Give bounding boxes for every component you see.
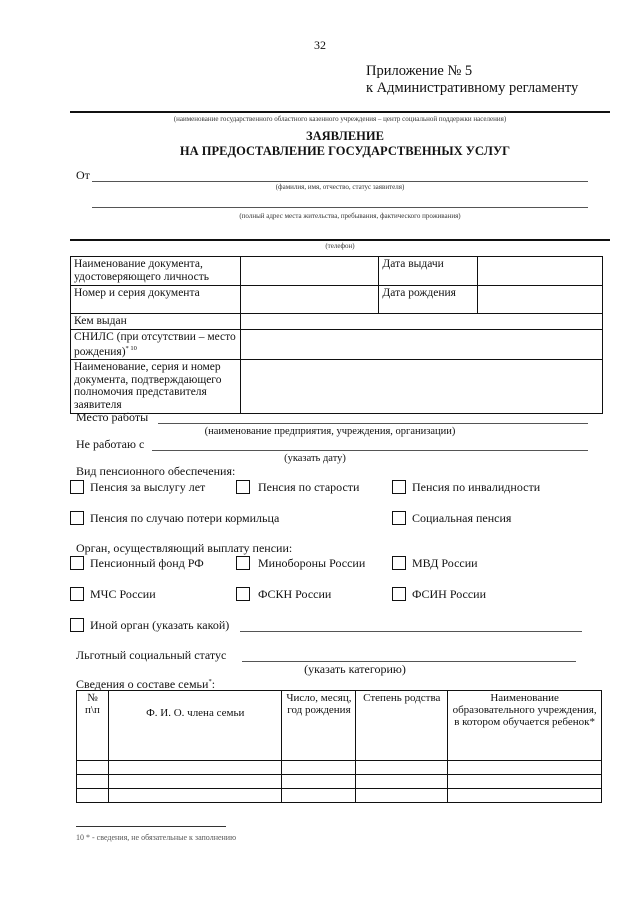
family-label-tail: :	[211, 677, 216, 691]
payer-mod-checkbox[interactable]	[236, 556, 250, 570]
from-label: От	[76, 168, 90, 182]
social-status-label: Льготный социальный статус	[76, 648, 227, 662]
pension-disability-label: Пенсия по инвалидности	[412, 480, 541, 494]
pension-old-age-checkbox[interactable]	[236, 480, 250, 494]
family-header-number: № п\п	[77, 691, 109, 761]
table-row	[77, 789, 602, 803]
payer-other-checkbox[interactable]	[70, 618, 84, 632]
payer-pfr-label: Пенсионный фонд РФ	[90, 556, 204, 570]
title-line-2: НА ПРЕДОСТАВЛЕНИЕ ГОСУДАРСТВЕННЫХ УСЛУГ	[179, 144, 511, 158]
doc-number-value[interactable]	[240, 286, 379, 314]
pension-social-checkbox[interactable]	[392, 511, 406, 525]
snils-label	[71, 329, 241, 360]
payer-mchs-checkbox[interactable]	[70, 587, 84, 601]
appendix-line-2: к Административному регламенту	[366, 80, 579, 96]
payer-other-label: Иной орган (указать какой)	[90, 618, 230, 632]
payer-mvd-label: МВД России	[412, 556, 478, 570]
form-title	[0, 129, 640, 159]
not-working-field[interactable]	[152, 450, 588, 451]
social-status-caption: (указать категорию)	[304, 662, 406, 676]
payer-mchs-label: МЧС России	[90, 587, 156, 601]
institution-rule	[70, 111, 610, 113]
payer-other-field[interactable]	[240, 631, 582, 632]
birth-date-label: Дата рождения	[379, 286, 478, 314]
pension-old-age-label: Пенсия по старости	[258, 480, 360, 494]
footnote-divider	[76, 826, 226, 827]
family-header-birth: Число, месяц, год рождения	[282, 691, 356, 761]
appendix-heading	[366, 63, 578, 97]
page-number: 32	[314, 38, 326, 52]
pension-type-label: Вид пенсионного обеспечения:	[76, 464, 236, 478]
payer-fsin-label: ФСИН России	[412, 587, 486, 601]
institution-caption: (наименование государственного областного казенного учреждения – центр социальной поддержки населения)	[173, 115, 507, 123]
pension-survivor-checkbox[interactable]	[70, 511, 84, 525]
family-table	[76, 690, 602, 803]
identity-table	[70, 256, 603, 414]
address-field[interactable]	[92, 207, 588, 208]
issue-date-value[interactable]	[478, 257, 603, 286]
issued-by-value[interactable]	[240, 314, 602, 330]
pension-disability-checkbox[interactable]	[392, 480, 406, 494]
family-label-text: Сведения о составе семьи	[76, 677, 209, 691]
address-caption: (полный адрес места жительства, пребывания, фактического проживания)	[239, 212, 461, 220]
snils-mark: * 10	[125, 345, 137, 352]
phone-caption: (телефон)	[325, 242, 355, 250]
snils-label-text: СНИЛС (при отсутствии – место рождения)	[74, 330, 236, 358]
issued-by-label: Кем выдан	[71, 314, 241, 330]
issue-date-label: Дата выдачи	[379, 257, 478, 286]
pension-long-service-label: Пенсия за выслугу лет	[90, 480, 206, 494]
family-label-mark: *	[208, 678, 212, 685]
family-header-row	[77, 691, 602, 761]
family-header-school: Наименование образовательного учреждения, в котором обучается ребенок*	[448, 691, 602, 761]
table-row	[77, 761, 602, 775]
workplace-field[interactable]	[158, 423, 588, 424]
pension-long-service-checkbox[interactable]	[70, 480, 84, 494]
representative-doc-label: Наименование, серия и номер документа, подтверждающего полномочия представителя заявителя	[71, 360, 241, 414]
not-working-label: Не работаю с	[76, 437, 145, 451]
family-header-relation: Степень родства	[356, 691, 448, 761]
doc-name-label: Наименование документа, удостоверяющего личность	[71, 257, 241, 286]
from-name-field[interactable]	[92, 181, 588, 182]
title-line-1: ЗАЯВЛЕНИЕ	[306, 129, 384, 143]
representative-doc-value[interactable]	[240, 360, 602, 414]
from-caption: (фамилия, имя, отчество, статус заявителя)	[275, 183, 405, 191]
payer-fskn-label: ФСКН России	[258, 587, 332, 601]
doc-number-label: Номер и серия документа	[71, 286, 241, 314]
payer-mvd-checkbox[interactable]	[392, 556, 406, 570]
family-header-name: Ф. И. О. члена семьи	[108, 691, 282, 761]
table-row	[77, 775, 602, 789]
payer-pfr-checkbox[interactable]	[70, 556, 84, 570]
workplace-caption: (наименование предприятия, учреждения, организации)	[204, 426, 456, 437]
payer-fsin-checkbox[interactable]	[392, 587, 406, 601]
doc-name-value[interactable]	[240, 257, 379, 286]
birth-date-value[interactable]	[478, 286, 603, 314]
workplace-label: Место работы	[76, 410, 149, 424]
payer-fskn-checkbox[interactable]	[236, 587, 250, 601]
pension-survivor-label: Пенсия по случаю потери кормильца	[90, 511, 280, 525]
footnote: 10 * - сведения, не обязательные к заполнению	[76, 833, 237, 842]
appendix-line-1: Приложение № 5	[366, 63, 473, 79]
phone-rule	[70, 239, 610, 241]
snils-value[interactable]	[240, 329, 602, 360]
payer-mod-label: Минобороны России	[258, 556, 366, 570]
pension-social-label: Социальная пенсия	[412, 511, 512, 525]
payer-label: Орган, осуществляющий выплату пенсии:	[76, 541, 293, 555]
not-working-caption: (указать дату)	[284, 453, 346, 464]
